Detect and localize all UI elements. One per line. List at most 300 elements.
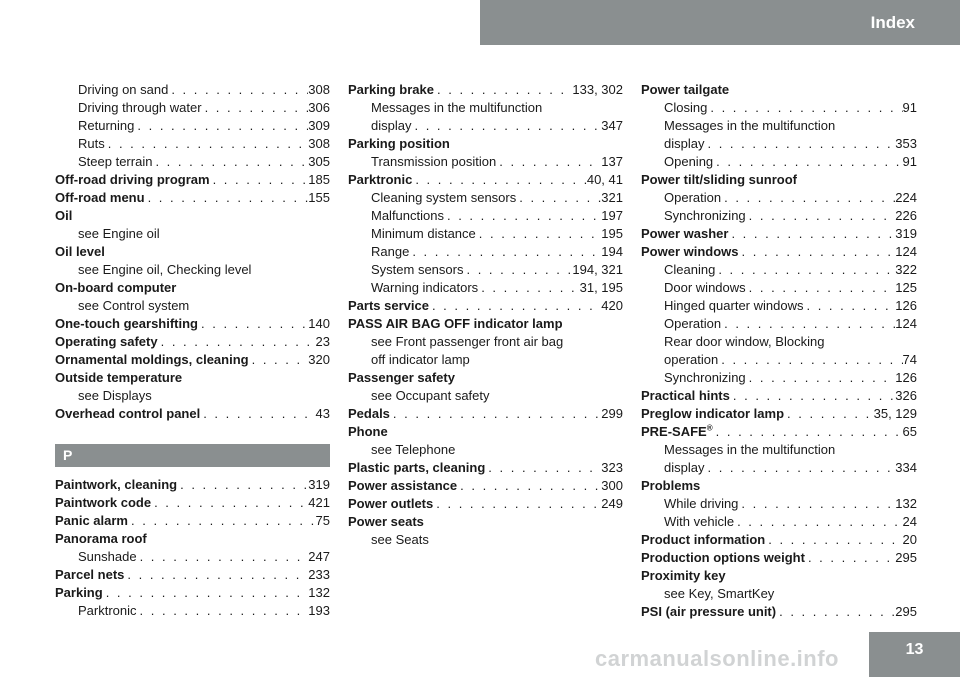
dot-leader — [210, 171, 309, 189]
index-term-text: On-board computer — [55, 280, 177, 295]
index-entry — [55, 189, 330, 207]
index-term — [664, 585, 774, 603]
index-entry — [55, 279, 330, 297]
index-term-text: Oil level — [55, 244, 105, 259]
index-entry — [55, 171, 330, 189]
dot-leader — [409, 243, 601, 261]
dot-leader — [390, 405, 601, 423]
index-term-text: Hinged quarter windows — [664, 298, 804, 313]
index-page-ref: 309 — [308, 118, 330, 133]
index-page-ref: 20 — [902, 532, 917, 547]
index-term-text: Power windows — [641, 244, 739, 259]
index-term-text: Parking — [55, 585, 103, 600]
index-term-text: Power seats — [348, 514, 424, 529]
dot-leader — [713, 423, 903, 441]
index-term-text: With vehicle — [664, 514, 735, 529]
index-term — [664, 459, 704, 477]
index-term-text: Operation — [664, 190, 722, 205]
index-page-ref: 295 — [895, 604, 917, 619]
index-page-ref: 24 — [902, 514, 917, 529]
index-page-ref: 326 — [895, 388, 917, 403]
index-list-p-cont-2 — [641, 81, 917, 621]
dot-leader — [202, 99, 309, 117]
dot-leader — [137, 548, 309, 566]
dot-leader — [476, 225, 602, 243]
index-term — [55, 494, 151, 512]
index-entry — [55, 476, 330, 494]
index-term — [55, 566, 124, 584]
index-entry — [641, 459, 917, 477]
index-page-ref: 197 — [601, 208, 623, 223]
index-page-ref: 65 — [902, 424, 917, 439]
index-term-text: see Front passenger front air bag — [371, 334, 564, 349]
index-entry — [55, 548, 330, 566]
index-entry — [348, 117, 623, 135]
index-term-text: Ruts — [78, 136, 105, 151]
index-term-text: see Engine oil — [78, 226, 160, 241]
index-term — [371, 531, 429, 549]
dot-leader — [128, 512, 316, 530]
index-page-ref: 125 — [895, 280, 917, 295]
index-term — [664, 99, 707, 117]
index-term — [664, 369, 746, 387]
index-term — [641, 549, 805, 567]
index-term-text: Production options weight — [641, 550, 805, 565]
index-page-ref: 306 — [308, 100, 330, 115]
index-term — [78, 225, 160, 243]
index-term — [78, 117, 134, 135]
index-term — [78, 261, 251, 279]
index-term-text: Operating safety — [55, 334, 158, 349]
index-entry — [641, 171, 917, 189]
index-entry — [641, 81, 917, 99]
index-term-text: Warning indicators — [371, 280, 479, 295]
dot-leader — [746, 369, 896, 387]
index-term — [348, 495, 433, 513]
index-term — [55, 351, 249, 369]
index-term — [641, 567, 726, 585]
dot-leader — [134, 117, 308, 135]
index-page-ref: 247 — [308, 549, 330, 564]
index-page-ref: 194, 321 — [572, 262, 623, 277]
index-term — [78, 602, 137, 620]
index-page-ref: 233 — [308, 567, 330, 582]
index-page-ref: 124 — [895, 244, 917, 259]
dot-leader — [715, 261, 895, 279]
dot-leader — [177, 476, 308, 494]
index-entry — [55, 207, 330, 225]
index-term-text: operation — [664, 352, 719, 367]
index-column-1 — [55, 81, 330, 620]
index-page-ref: 185 — [308, 172, 330, 187]
index-term-text: Practical hints — [641, 388, 730, 403]
index-term — [348, 171, 412, 189]
index-term — [664, 333, 824, 351]
index-entry — [348, 153, 623, 171]
index-entry — [55, 387, 330, 405]
dot-leader — [429, 297, 601, 315]
index-term-text: PASS AIR BAG OFF indicator lamp — [348, 316, 563, 331]
dot-leader — [730, 387, 895, 405]
index-entry — [55, 530, 330, 548]
index-term — [55, 476, 177, 494]
dot-leader — [776, 603, 895, 621]
index-term — [78, 297, 189, 315]
index-term-text: Returning — [78, 118, 135, 133]
index-entry — [348, 531, 623, 549]
index-page-ref: 224 — [895, 190, 917, 205]
index-term — [55, 405, 200, 423]
index-page-ref: 35, 129 — [873, 406, 917, 421]
index-term — [348, 81, 434, 99]
index-term-text: Parts service — [348, 298, 429, 313]
index-entry — [55, 512, 330, 530]
index-term — [348, 369, 455, 387]
header-tab — [480, 0, 960, 45]
index-entry — [641, 207, 917, 225]
index-term — [641, 225, 728, 243]
dot-leader — [151, 494, 308, 512]
index-term-text: Overhead control panel — [55, 406, 201, 421]
index-term-text: off indicator lamp — [371, 352, 470, 367]
index-term-text: Passenger safety — [348, 370, 455, 385]
index-term-text: System sensors — [371, 262, 464, 277]
index-entry — [55, 369, 330, 387]
index-entry — [55, 153, 330, 171]
index-entry — [641, 351, 917, 369]
index-term — [664, 153, 713, 171]
index-page-ref: 295 — [895, 550, 917, 565]
index-term — [664, 351, 718, 369]
index-term-text: see Engine oil, Checking level — [78, 262, 252, 277]
index-page-ref: 320 — [308, 352, 330, 367]
index-term — [664, 441, 835, 459]
index-term — [55, 333, 158, 351]
index-term-text: Problems — [641, 478, 701, 493]
index-term-text: Proximity key — [641, 568, 726, 583]
index-entry — [348, 459, 623, 477]
index-page-ref: 300 — [601, 478, 623, 493]
dot-leader — [158, 333, 316, 351]
index-entry — [641, 405, 917, 423]
index-page-ref: 193 — [308, 603, 330, 618]
index-column-3 — [641, 81, 917, 621]
dot-leader — [105, 135, 309, 153]
index-term — [371, 261, 463, 279]
index-term-text: Parktronic — [78, 603, 137, 618]
index-term — [371, 387, 490, 405]
index-entry — [55, 243, 330, 261]
index-term — [641, 243, 739, 261]
dot-leader — [444, 207, 601, 225]
index-term — [78, 135, 105, 153]
dot-leader — [805, 549, 895, 567]
index-term — [55, 530, 147, 548]
index-term-text: Phone — [348, 424, 388, 439]
index-term — [55, 189, 145, 207]
index-term — [664, 117, 835, 135]
index-term-text: Parking brake — [348, 82, 434, 97]
index-term — [55, 512, 128, 530]
index-entry — [348, 279, 623, 297]
dot-leader — [739, 243, 896, 261]
index-term-text: Oil — [55, 208, 73, 223]
dot-leader — [168, 81, 308, 99]
dot-leader — [721, 189, 895, 207]
index-term-text: Off-road driving program — [55, 172, 210, 187]
index-term-text: Preglow indicator lamp — [641, 406, 785, 421]
index-term-text: PSI (air pressure unit) — [641, 604, 777, 619]
index-entry — [55, 405, 330, 423]
index-term — [641, 423, 713, 441]
dot-leader — [152, 153, 308, 171]
index-term — [78, 153, 152, 171]
index-term — [664, 189, 721, 207]
index-page-ref: 133, 302 — [572, 82, 623, 97]
index-entry — [348, 405, 623, 423]
index-term — [348, 477, 457, 495]
index-term — [371, 279, 478, 297]
dot-leader — [734, 513, 902, 531]
index-term-text: Ornamental moldings, cleaning — [55, 352, 249, 367]
index-term-text: PRE-SAFE — [641, 424, 707, 439]
index-entry — [641, 315, 917, 333]
index-term-text: Synchronizing — [664, 370, 746, 385]
dot-leader — [496, 153, 601, 171]
index-entry — [55, 117, 330, 135]
index-term — [348, 459, 485, 477]
index-page-ref: 420 — [601, 298, 623, 313]
index-term-text: Power washer — [641, 226, 729, 241]
dot-leader — [516, 189, 601, 207]
index-entry — [55, 351, 330, 369]
index-term-text: Sunshade — [78, 549, 137, 564]
index-entry — [641, 423, 917, 441]
index-term-text: Power tilt/sliding sunroof — [641, 172, 797, 187]
index-entry — [55, 494, 330, 512]
index-entry — [348, 135, 623, 153]
index-term — [371, 441, 455, 459]
index-entry — [641, 603, 917, 621]
index-term — [664, 261, 715, 279]
index-page-ref: 308 — [308, 82, 330, 97]
index-term — [664, 297, 803, 315]
index-entry — [641, 225, 917, 243]
index-page-ref: 155 — [308, 190, 330, 205]
index-term-text: Cleaning — [664, 262, 716, 277]
index-term-text: Door windows — [664, 280, 746, 295]
index-term-text: Parcel nets — [55, 567, 125, 582]
index-entry — [348, 423, 623, 441]
watermark: carmanualsonline.info — [595, 646, 839, 671]
dot-leader — [103, 584, 309, 602]
index-entry — [348, 495, 623, 513]
index-term-text: Rear door window, Blocking — [664, 334, 825, 349]
index-page-ref: 194 — [601, 244, 623, 259]
index-page-ref: 126 — [895, 370, 917, 385]
index-page-ref: 74 — [902, 352, 917, 367]
dot-leader — [707, 99, 902, 117]
dot-leader — [412, 171, 587, 189]
index-term-text: Synchronizing — [664, 208, 746, 223]
index-list-p-cont — [348, 81, 623, 549]
index-page-ref: 334 — [895, 460, 917, 475]
index-page-ref: 91 — [902, 154, 917, 169]
index-entry — [641, 387, 917, 405]
index-term-text: Paintwork, cleaning — [55, 477, 178, 492]
index-term — [348, 135, 450, 153]
index-term-text: Operation — [664, 316, 722, 331]
dot-leader — [746, 207, 896, 225]
index-term — [55, 171, 210, 189]
index-term-text: Closing — [664, 100, 708, 115]
index-entry — [641, 513, 917, 531]
index-term — [664, 495, 738, 513]
index-term-text: One-touch gearshifting — [55, 316, 198, 331]
index-page-ref: 323 — [601, 460, 623, 475]
index-term-text: Opening — [664, 154, 714, 169]
index-term — [664, 207, 746, 225]
index-term — [371, 351, 470, 369]
index-term — [55, 243, 105, 261]
index-page-ref: 305 — [308, 154, 330, 169]
index-entry — [55, 81, 330, 99]
dot-leader — [721, 315, 895, 333]
index-page-ref: 132 — [895, 496, 917, 511]
dot-leader — [738, 495, 895, 513]
index-list-o — [55, 81, 330, 423]
index-page-ref: 124 — [895, 316, 917, 331]
dot-leader — [198, 315, 308, 333]
index-term — [348, 315, 563, 333]
index-term — [664, 513, 734, 531]
index-entry — [55, 261, 330, 279]
dot-leader — [200, 405, 315, 423]
index-term-text: see Occupant safety — [371, 388, 490, 403]
index-entry — [348, 369, 623, 387]
index-entry — [641, 441, 917, 459]
index-page-ref: 226 — [895, 208, 917, 223]
index-term — [371, 189, 516, 207]
index-term — [664, 135, 704, 153]
index-page-ref: 140 — [308, 316, 330, 331]
index-term-text: Parking position — [348, 136, 450, 151]
index-column-2 — [348, 81, 623, 549]
dot-leader — [249, 351, 309, 369]
index-entry — [641, 189, 917, 207]
index-entry — [641, 153, 917, 171]
index-page-ref: 308 — [308, 136, 330, 151]
section-header-p: P — [55, 444, 330, 467]
dot-leader — [411, 117, 601, 135]
index-entry — [641, 369, 917, 387]
index-entry — [348, 81, 623, 99]
dot-leader — [485, 459, 601, 477]
index-term-text: Power tailgate — [641, 82, 730, 97]
index-term — [371, 333, 563, 351]
index-term — [348, 405, 390, 423]
dot-leader — [713, 153, 902, 171]
dot-leader — [784, 405, 874, 423]
index-term — [348, 423, 388, 441]
index-term-text: see Seats — [371, 532, 429, 547]
index-term-text: display — [664, 460, 705, 475]
index-page-ref: 299 — [601, 406, 623, 421]
index-term — [371, 243, 409, 261]
index-term — [78, 99, 202, 117]
index-page-ref: 23 — [315, 334, 330, 349]
page-title: Index — [870, 12, 915, 32]
index-entry — [348, 207, 623, 225]
index-page-ref: 43 — [315, 406, 330, 421]
index-entry — [641, 495, 917, 513]
index-term-text: display — [664, 136, 705, 151]
index-term-text: Plastic parts, cleaning — [348, 460, 486, 475]
index-term-text: Pedals — [348, 406, 390, 421]
index-entry — [348, 513, 623, 531]
index-term-text: display — [371, 118, 412, 133]
index-entry — [641, 567, 917, 585]
index-term — [371, 153, 496, 171]
index-page-ref: 322 — [895, 262, 917, 277]
index-term-text: see Key, SmartKey — [664, 586, 775, 601]
index-term — [641, 477, 700, 495]
index-term-text: see Control system — [78, 298, 190, 313]
index-term-text: Paintwork code — [55, 495, 152, 510]
dot-leader — [704, 459, 895, 477]
index-term — [641, 603, 776, 621]
index-term — [78, 548, 137, 566]
index-term — [55, 279, 176, 297]
index-entry — [348, 243, 623, 261]
dot-leader — [433, 495, 601, 513]
index-term — [78, 387, 152, 405]
index-entry — [641, 135, 917, 153]
dot-leader — [704, 135, 895, 153]
index-entry — [348, 315, 623, 333]
index-term-text: Minimum distance — [371, 226, 476, 241]
index-term — [371, 225, 476, 243]
index-entry — [348, 261, 623, 279]
index-page-ref: 347 — [601, 118, 623, 133]
index-term — [78, 81, 168, 99]
index-term-text: Power outlets — [348, 496, 434, 511]
index-term — [664, 279, 746, 297]
index-term — [55, 207, 72, 225]
index-entry — [348, 225, 623, 243]
index-term-text: Steep terrain — [78, 154, 153, 169]
dot-leader — [803, 297, 895, 315]
index-entry — [348, 189, 623, 207]
index-term-text: Messages in the multifunction — [664, 118, 836, 133]
index-entry — [55, 297, 330, 315]
index-term-text: Messages in the multifunction — [371, 100, 543, 115]
index-term — [348, 513, 424, 531]
dot-leader — [765, 531, 902, 549]
index-entry — [348, 297, 623, 315]
index-term — [641, 387, 730, 405]
index-page-ref: 91 — [902, 100, 917, 115]
index-entry — [55, 566, 330, 584]
index-term — [371, 207, 444, 225]
index-entry — [348, 441, 623, 459]
index-term-text: Outside temperature — [55, 370, 183, 385]
dot-leader — [463, 261, 572, 279]
dot-leader — [434, 81, 572, 99]
index-entry — [641, 243, 917, 261]
index-term-text: Cleaning system sensors — [371, 190, 517, 205]
index-page-ref: 31, 195 — [579, 280, 623, 295]
